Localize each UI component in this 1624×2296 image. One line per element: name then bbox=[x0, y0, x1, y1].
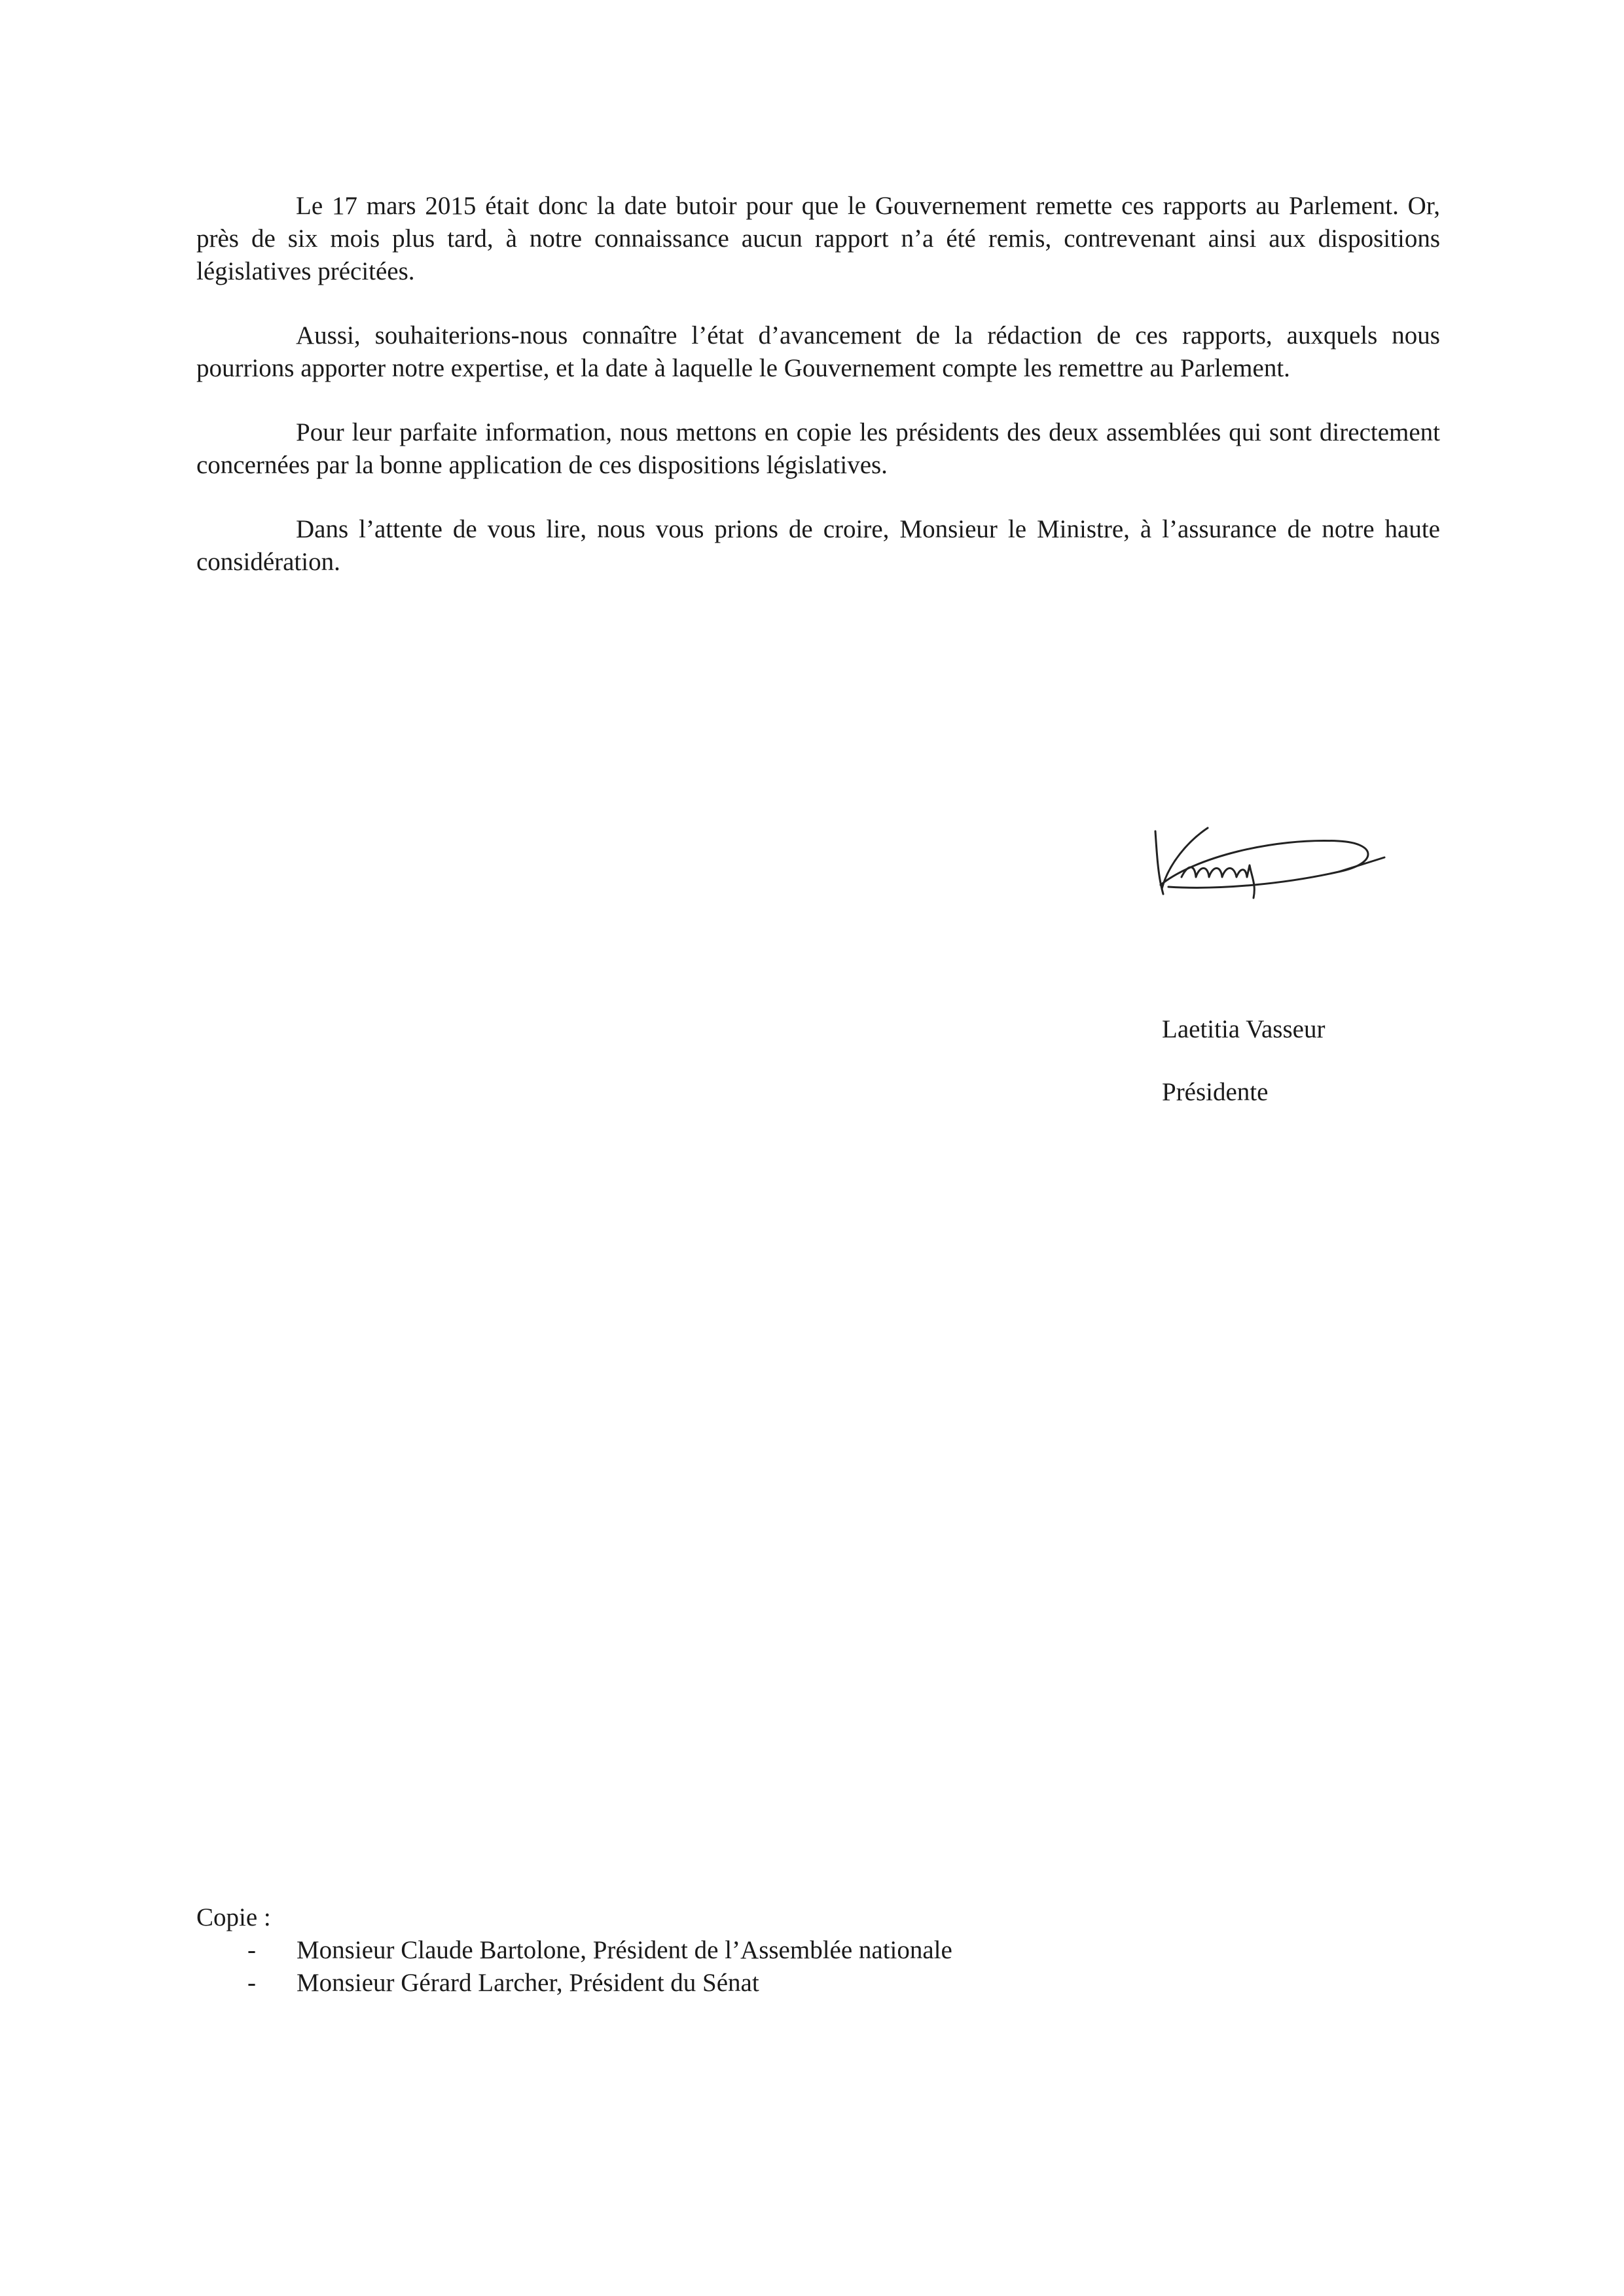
paragraph-copy-notice: Pour leur parfaite information, nous mettons en copie les présidents des deux assemblées qui sont directement concernées par la bonne application de ces dispositions législatives. bbox=[196, 418, 1440, 479]
paragraph-closing: Dans l’attente de vous lire, nous vous prions de croire, Monsieur le Ministre, à l’assurance de notre haute considération. bbox=[196, 515, 1440, 576]
paragraph-deadline: Le 17 mars 2015 était donc la date butoir pour que le Gouvernement remette ces rapports au Parlement. Or, près de six mois plus tard, à notre connaissance aucun rapport n’a été remis, contrevenant ainsi aux dispositions législatives précitées. bbox=[196, 192, 1440, 285]
handwritten-signature bbox=[1142, 812, 1391, 910]
copy-recipient-name: Monsieur Gérard Larcher, Président du Sénat bbox=[297, 1969, 759, 1997]
signer-role: Présidente bbox=[1162, 1078, 1269, 1106]
paragraph-request: Aussi, souhaiterions-nous connaître l’état d’avancement de la rédaction de ces rapports, auxquels nous pourrions apporter notre expertise, et la date à laquelle le Gouvernement compte les remettre au Parlement. bbox=[196, 321, 1440, 382]
copy-recipient bbox=[196, 1934, 952, 1967]
copies-block bbox=[196, 1901, 952, 2000]
copy-recipient bbox=[196, 1967, 952, 2000]
signer-name: Laetitia Vasseur bbox=[1162, 1015, 1326, 1043]
letter-body bbox=[196, 190, 1440, 610]
copy-recipient-name: Monsieur Claude Bartolone, Président de l’Assemblée nationale bbox=[297, 1936, 952, 1964]
copies-label: Copie : bbox=[196, 1903, 271, 1931]
list-bullet: - bbox=[247, 1936, 256, 1964]
list-bullet: - bbox=[247, 1969, 256, 1997]
signer-block bbox=[1162, 1013, 1325, 1109]
